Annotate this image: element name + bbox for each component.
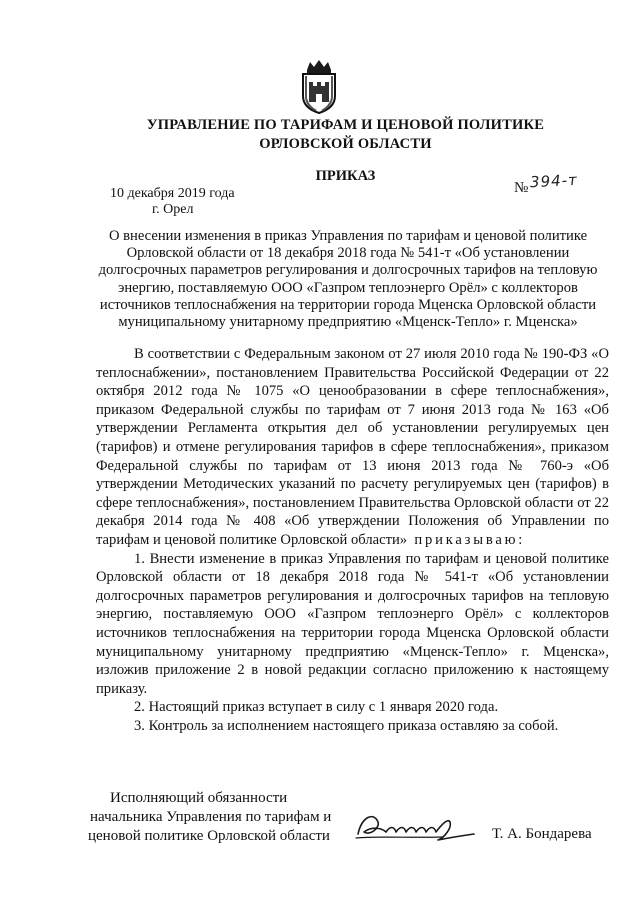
subject-line: источников теплоснабжения на территории города Мценска Орловской области <box>99 296 597 313</box>
subject-line: Орловской области от 18 декабря 2018 года № 541-т «Об установлении <box>126 245 570 262</box>
document-body <box>96 345 609 735</box>
document-subject <box>88 228 608 331</box>
preamble-paragraph <box>96 345 609 550</box>
subject-line: О внесении изменения в приказ Управления по тарифам и ценовой политике <box>108 228 588 244</box>
order-item-2: 2. Настоящий приказ вступает в силу с 1 января 2020 года. <box>134 699 499 716</box>
document-city: г. Орел <box>152 202 194 217</box>
document-date: 10 декабря 2019 года <box>110 186 235 201</box>
signer-position <box>88 789 348 846</box>
signer-position-line2: начальника Управления по тарифам и <box>90 809 332 825</box>
document-number-handwritten: 394-т <box>529 170 579 192</box>
order-item-1: 1. Внести изменение в приказ Управления по тарифам и ценовой политике Орловской области от 18 декабря 2018 года № 541-т «Об установлении долгосрочных параметров регулирования и долгосрочных тарифов на тепловую энергию, поставляемую ООО «Газпром теплоэнерго Орёл» с коллекторов источников теплоснабжения на территории города Мценска Орловской области муниципальному унитарному предприятию «Мценск-Тепло» г. Мценска», изложив приложение 2 в новой редакции согласно приложению к настоящему приказу. <box>96 550 609 697</box>
subject-line: энергию, поставляемую ООО «Газпром теплоэнерго Орёл» с коллекторов <box>118 279 578 296</box>
order-item-3: 3. Контроль за исполнением настоящего приказа оставляю за собой. <box>134 717 559 734</box>
handwritten-signature-icon <box>352 808 480 844</box>
organization-name-line2: ОРЛОВСКОЙ ОБЛАСТИ <box>259 136 432 152</box>
signer-position-line3: ценовой политике Орловской области <box>88 828 330 844</box>
orel-oblast-coat-of-arms-icon <box>297 58 341 114</box>
signer-position-line1: Исполняющий обязанности <box>110 790 288 806</box>
order-word: приказываю: <box>414 531 526 548</box>
document-number-label: № <box>514 180 529 196</box>
subject-line: долгосрочных параметров регулирования и долгосрочных тарифов на тепловую <box>98 262 598 279</box>
signer-name: Т. А. Бондарева <box>492 826 592 842</box>
preamble-text: В соответствии с Федеральным законом от 27 июля 2010 года № 190-ФЗ «О теплоснабжении», постановлением Правительства Российской Федерации от 22 октября 2012 года № 1075 «О ценообразовании в сфере теплоснабжения», приказом Федеральной службы по тарифам от 7 июня 2013 года № 163 «Об утверждении Регламента открытия дел об установлении регулируемых цен (тарифов) и отмене регулирования тарифов в сфере теплоснабжения», приказом Федеральной службы по тарифам от 13 июня 2013 года № 760-э «Об утверждении Методических указаний по расчету регулируемых цен (тарифов) в сфере теплоснабжения», постановлением Правительства Орловской области от 22 декабря 2014 года № 408 «Об утверждении Положения об Управлении по тарифам и ценовой политике Орловской области» <box>96 346 609 548</box>
document-type-title: ПРИКАЗ <box>315 168 376 184</box>
organization-name-line1: УПРАВЛЕНИЕ ПО ТАРИФАМ И ЦЕНОВОЙ ПОЛИТИКЕ <box>146 117 545 133</box>
subject-line: муниципальному унитарному предприятию «Мценск-Тепло» г. Мценска» <box>118 314 578 331</box>
